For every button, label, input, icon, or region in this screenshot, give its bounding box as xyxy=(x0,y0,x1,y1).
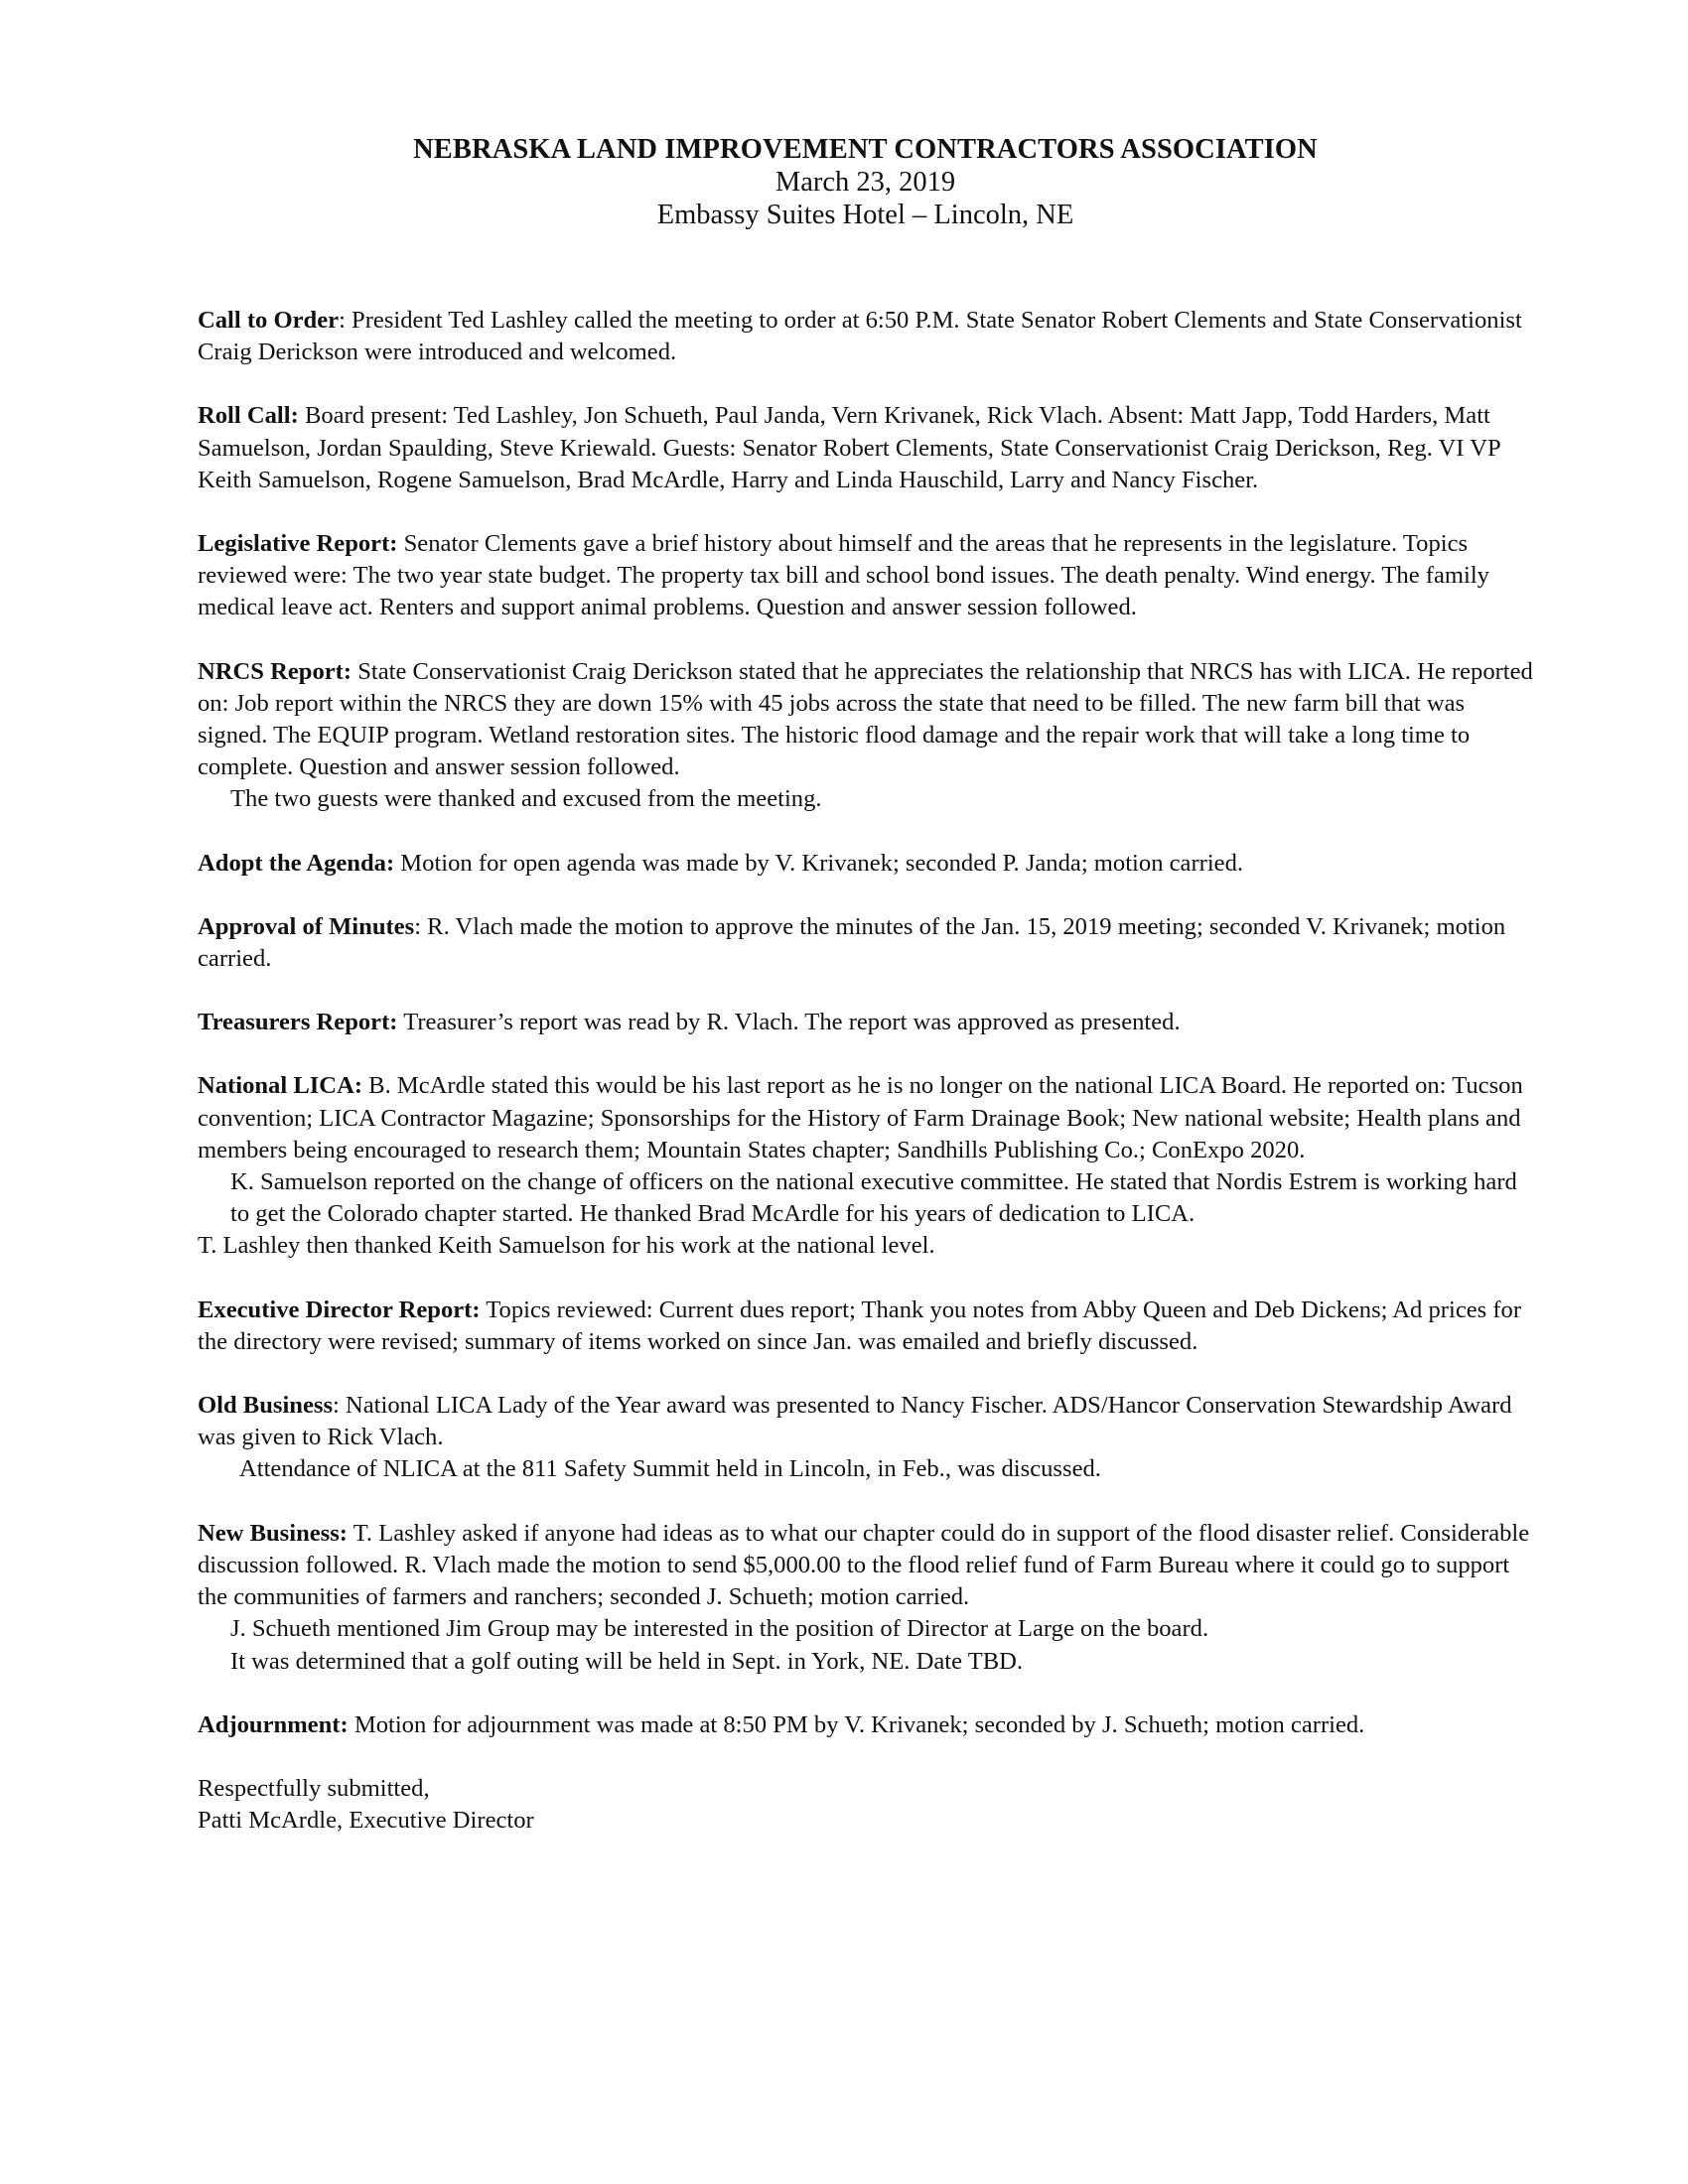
organization-name: NEBRASKA LAND IMPROVEMENT CONTRACTORS ASSOCIATION xyxy=(413,134,1318,165)
section-text: Topics reviewed: Current dues report; Thank you notes from Abby Queen and Deb Dickens; Ad prices for the directory were revised; summary of items worked on since Jan. was emailed and briefly discussed. xyxy=(198,1296,1522,1355)
section-heading: Legislative Report: xyxy=(198,530,398,558)
meeting-date: March 23, 2019 xyxy=(774,167,956,198)
section-legislative-report xyxy=(198,528,1533,624)
section-heading: New Business: xyxy=(198,1519,348,1547)
section-heading: Executive Director Report: xyxy=(198,1296,481,1323)
section-text: T. Lashley asked if anyone had ideas as to what our chapter could do in support of the flood disaster relief. Considerable discussion followed. R. Vlach made the motion to send $5,000.00 to the flood relief fund of Farm Bureau where it could go to support the communities of farmers and ranchers; seconded J. Schueth; motion carried. xyxy=(198,1519,1530,1611)
section-paragraph: T. Lashley then thanked Keith Samuelson for his work at the national level. xyxy=(198,1232,935,1260)
section-heading: Call to Order xyxy=(198,307,340,334)
section-text: State Conservationist Craig Derickson stated that he appreciates the relationship that NRCS has with LICA. He reported on: Job report within the NRCS they are down 15% with 45 jobs across the state that need to be filled. The new farm bill that was signed. The EQUIP program. Wetland restoration sites. The historic flood damage and the repair work that will take a long time to complete. Question and answer session followed. xyxy=(198,657,1533,781)
meeting-location: Embassy Suites Hotel – Lincoln, NE xyxy=(656,200,1074,230)
section-treasurers-report xyxy=(198,1007,1533,1038)
section-text: : National LICA Lady of the Year award was presented to Nancy Fischer. ADS/Hancor Conservation Stewardship Award was given to Rick Vlach. xyxy=(198,1392,1512,1451)
signature-name: Patti McArdle, Executive Director xyxy=(198,1807,534,1835)
section-paragraph: It was determined that a golf outing will be held in Sept. in York, NE. Date TBD. xyxy=(230,1647,1024,1675)
section-adjournment xyxy=(198,1709,1533,1741)
section-paragraph: Attendance of NLICA at the 811 Safety Summit held in Lincoln, in Feb., was discussed. xyxy=(239,1455,1101,1483)
section-heading: Adjournment: xyxy=(198,1710,349,1738)
section-roll-call xyxy=(198,400,1533,496)
minutes-page xyxy=(198,133,1533,1837)
section-call-to-order xyxy=(198,305,1533,368)
section-heading: Treasurers Report: xyxy=(198,1009,398,1036)
section-heading: Roll Call: xyxy=(198,402,299,430)
section-text: : R. Vlach made the motion to approve the minutes of the Jan. 15, 2019 meeting; seconded V. Krivanek; motion carried. xyxy=(198,912,1506,973)
section-approval-of-minutes xyxy=(198,911,1533,975)
section-text: Treasurer’s report was read by R. Vlach. The report was approved as presented. xyxy=(397,1009,1181,1036)
section-heading: Approval of Minutes xyxy=(198,912,415,940)
section-paragraph xyxy=(198,1166,1533,1230)
section-new-business xyxy=(198,1518,1533,1678)
section-old-business xyxy=(198,1390,1533,1486)
section-heading: NRCS Report: xyxy=(198,657,352,685)
document-header xyxy=(198,133,1533,231)
section-national-lica xyxy=(198,1070,1533,1262)
section-text: B. McArdle stated this would be his last report as he is no longer on the national LICA Board. He reported on: Tucson convention; LICA Contractor Magazine; Sponsorships for the History of Farm Drainage Book; New national website; Health plans and members being encouraged to research them; Mountain States chapter; Sandhills Publishing Co.; ConExpo 2020. xyxy=(198,1072,1523,1163)
section-text: Motion for open agenda was made by V. Krivanek; seconded P. Janda; motion carried. xyxy=(394,849,1244,877)
section-paragraph-text: K. Samuelson reported on the change of officers on the national executive committee. He stated that Nordis Estrem is working hard to get the Colorado chapter started. He thanked Brad McArdle for his years of dedication to LICA. xyxy=(230,1168,1517,1228)
section-adopt-agenda xyxy=(198,848,1533,880)
section-text: Board present: Ted Lashley, Jon Schueth, Paul Janda, Vern Krivanek, Rick Vlach. Absent: Matt Japp, Todd Harders, Matt Samuelson, Jordan Spaulding, Steve Kriewald. Guests: Senator Robert Clements, State Conservationist Craig Derickson, Reg. VI VP Keith Samuelson, Rogene Samuelson, Brad McArdle, Harry and Linda Hauschild, Larry and Nancy Fischer. xyxy=(198,402,1500,493)
section-paragraph: J. Schueth mentioned Jim Group may be interested in the position of Director at Large on the board. xyxy=(230,1615,1209,1643)
section-paragraph: The two guests were thanked and excused from the meeting. xyxy=(230,785,822,813)
signature-closing: Respectfully submitted, xyxy=(198,1774,430,1802)
section-text: Senator Clements gave a brief history about himself and the areas that he represents in the legislature. Topics reviewed were: The two year state budget. The property tax bill and school bond issues. The death penalty. Wind energy. The family medical leave act. Renters and support animal problems. Question and answer session followed. xyxy=(198,530,1489,621)
section-heading: National LICA: xyxy=(198,1072,363,1100)
section-nrcs-report xyxy=(198,656,1533,816)
section-executive-director-report xyxy=(198,1295,1533,1358)
section-text: : President Ted Lashley called the meeting to order at 6:50 P.M. State Senator Robert Clements and State Conservationist Craig Derickson were introduced and welcomed. xyxy=(198,307,1522,366)
section-heading: Old Business xyxy=(198,1392,334,1420)
section-heading: Adopt the Agenda: xyxy=(198,849,395,877)
section-text: Motion for adjournment was made at 8:50 PM by V. Krivanek; seconded by J. Schueth; motion carried. xyxy=(348,1710,1365,1738)
signature-block xyxy=(198,1773,1533,1837)
